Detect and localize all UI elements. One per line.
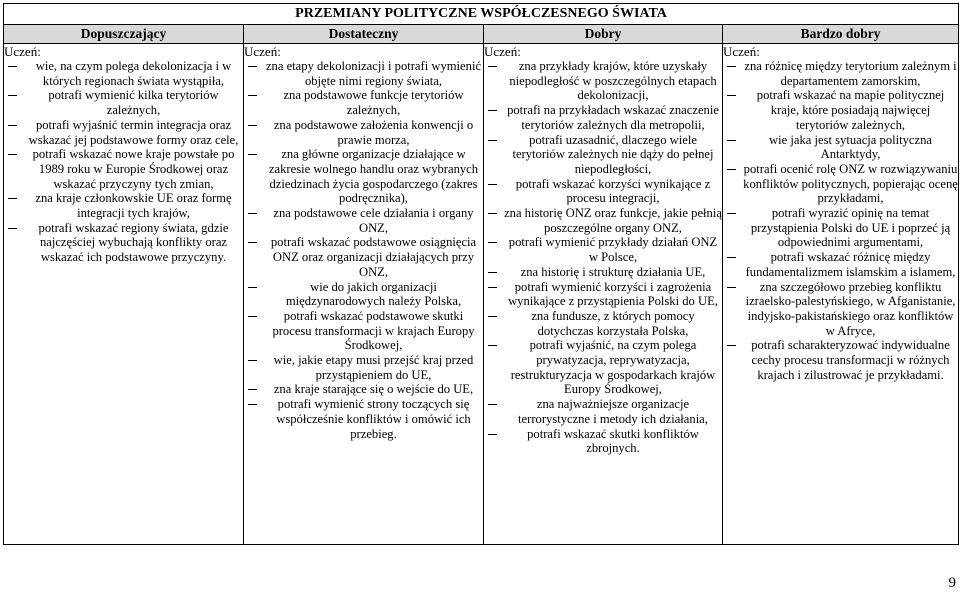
- requirement-list: [484, 59, 722, 456]
- requirement-item: potrafi wyjaśnić, na czym polega prywatyzacja, reprywatyzacja, restrukturyzacja w gospodarkach krajów Europy Środkowej,: [484, 338, 722, 397]
- grade-header-good: Dobry: [484, 25, 723, 44]
- requirement-item: zna główne organizacje działające w zakresie wolnego handlu oraz wybranych dziedzinach życia gospodarczego (zakres podręcznika),: [244, 147, 483, 206]
- table-title: PRZEMIANY POLITYCZNE WSPÓŁCZESNEGO ŚWIATA: [4, 4, 959, 25]
- requirement-list: [723, 59, 958, 382]
- requirement-item: zna fundusze, z których pomocy dotychczas korzystała Polska,: [484, 309, 722, 338]
- requirement-item: potrafi wymienić przykłady działań ONZ w Polsce,: [484, 235, 722, 264]
- column-good: [484, 44, 723, 545]
- requirement-item: zna podstawowe funkcje terytoriów zależnych,: [244, 88, 483, 117]
- requirement-item: zna szczegółowo przebieg konfliktu izraelsko-palestyńskiego, w Afganistanie, indyjsko-pakistańskiego oraz konfliktów w Afryce,: [723, 280, 958, 339]
- requirements-row: [4, 44, 959, 545]
- requirement-item: potrafi wskazać nowe kraje powstałe po 1989 roku w Europie Środkowej oraz wskazać przyczyny tych zmian,: [4, 147, 243, 191]
- requirement-item: zna historię ONZ oraz funkcje, jakie pełnią poszczególne organy ONZ,: [484, 206, 722, 235]
- requirement-item: potrafi wskazać korzyści wynikające z procesu integracji,: [484, 177, 722, 206]
- requirement-item: zna podstawowe założenia konwencji o prawie morza,: [244, 118, 483, 147]
- grade-header-row: [4, 25, 959, 44]
- column-satisfactory: [244, 44, 484, 545]
- requirement-item: potrafi wskazać na mapie politycznej kraje, które posiadają najwięcej terytoriów zależnych,: [723, 88, 958, 132]
- column-very-good: [723, 44, 959, 545]
- requirement-item: potrafi wyrazić opinię na temat przystąpienia Polski do UE i poprzeć ją odpowiednimi argumentami,: [723, 206, 958, 250]
- requirement-item: potrafi uzasadnić, dlaczego wiele terytoriów zależnych nie dąży do pełnej niepodległości,: [484, 133, 722, 177]
- requirement-item: potrafi wymienić strony toczących się współcześnie konfliktów i omówić ich przebieg.: [244, 397, 483, 441]
- requirement-item: wie do jakich organizacji międzynarodowych należy Polska,: [244, 280, 483, 309]
- requirement-item: potrafi na przykładach wskazać znaczenie terytoriów zależnych dla metropolii,: [484, 103, 722, 132]
- requirement-item: potrafi wymienić korzyści i zagrożenia wynikające z przystąpienia Polski do UE,: [484, 280, 722, 309]
- requirement-item: wie, na czym polega dekolonizacja i w których regionach świata wystąpiła,: [4, 59, 243, 88]
- requirement-item: zna etapy dekolonizacji i potrafi wymienić objęte nimi regiony świata,: [244, 59, 483, 88]
- requirement-item: zna kraje członkowskie UE oraz formę integracji tych krajów,: [4, 191, 243, 220]
- page-number: 9: [948, 575, 956, 591]
- requirement-item: potrafi wskazać skutki konfliktów zbrojnych.: [484, 427, 722, 456]
- requirement-list: [244, 59, 483, 441]
- requirement-item: wie jaka jest sytuacja polityczna Antarktydy,: [723, 133, 958, 162]
- student-label: Uczeń:: [723, 44, 760, 59]
- student-label: Uczeń:: [244, 44, 281, 59]
- requirement-item: potrafi wskazać regiony świata, gdzie najczęściej wybuchają konflikty oraz wskazać ich podstawowe przyczyny.: [4, 221, 243, 265]
- title-row: [4, 4, 959, 25]
- requirement-item: zna przykłady krajów, które uzyskały niepodległość w poszczególnych etapach dekolonizacji,: [484, 59, 722, 103]
- requirements-table: [3, 3, 959, 545]
- requirement-item: potrafi wymienić kilka terytoriów zależnych,: [4, 88, 243, 117]
- grade-header-satisfactory: Dostateczny: [244, 25, 484, 44]
- column-sufficient: [4, 44, 244, 545]
- requirement-item: potrafi wskazać podstawowe osiągnięcia ONZ oraz organizacji działających przy ONZ,: [244, 235, 483, 279]
- requirement-item: potrafi wyjaśnić termin integracja oraz wskazać jej podstawowe formy oraz cele,: [4, 118, 243, 147]
- requirement-item: zna różnicę między terytorium zależnym i departamentem zamorskim,: [723, 59, 958, 88]
- requirement-item: zna podstawowe cele działania i organy ONZ,: [244, 206, 483, 235]
- requirement-item: zna najważniejsze organizacje terrorystyczne i metody ich działania,: [484, 397, 722, 426]
- requirement-item: potrafi wskazać różnicę między fundamentalizmem islamskim a islamem,: [723, 250, 958, 279]
- grade-header-sufficient: Dopuszczający: [4, 25, 244, 44]
- requirement-list: [4, 59, 243, 265]
- requirement-item: wie, jakie etapy musi przejść kraj przed przystąpieniem do UE,: [244, 353, 483, 382]
- student-label: Uczeń:: [4, 44, 41, 59]
- requirement-item: potrafi scharakteryzować indywidualne cechy procesu transformacji w różnych krajach i zilustrować je przykładami.: [723, 338, 958, 382]
- requirement-item: potrafi ocenić rolę ONZ w rozwiązywaniu konfliktów politycznych, popierając ocenę przykładami,: [723, 162, 958, 206]
- requirement-item: zna kraje starające się o wejście do UE,: [244, 382, 483, 397]
- requirement-item: potrafi wskazać podstawowe skutki procesu transformacji w krajach Europy Środkowej,: [244, 309, 483, 353]
- requirement-item: zna historię i strukturę działania UE,: [484, 265, 722, 280]
- grade-header-very-good: Bardzo dobry: [723, 25, 959, 44]
- student-label: Uczeń:: [484, 44, 521, 59]
